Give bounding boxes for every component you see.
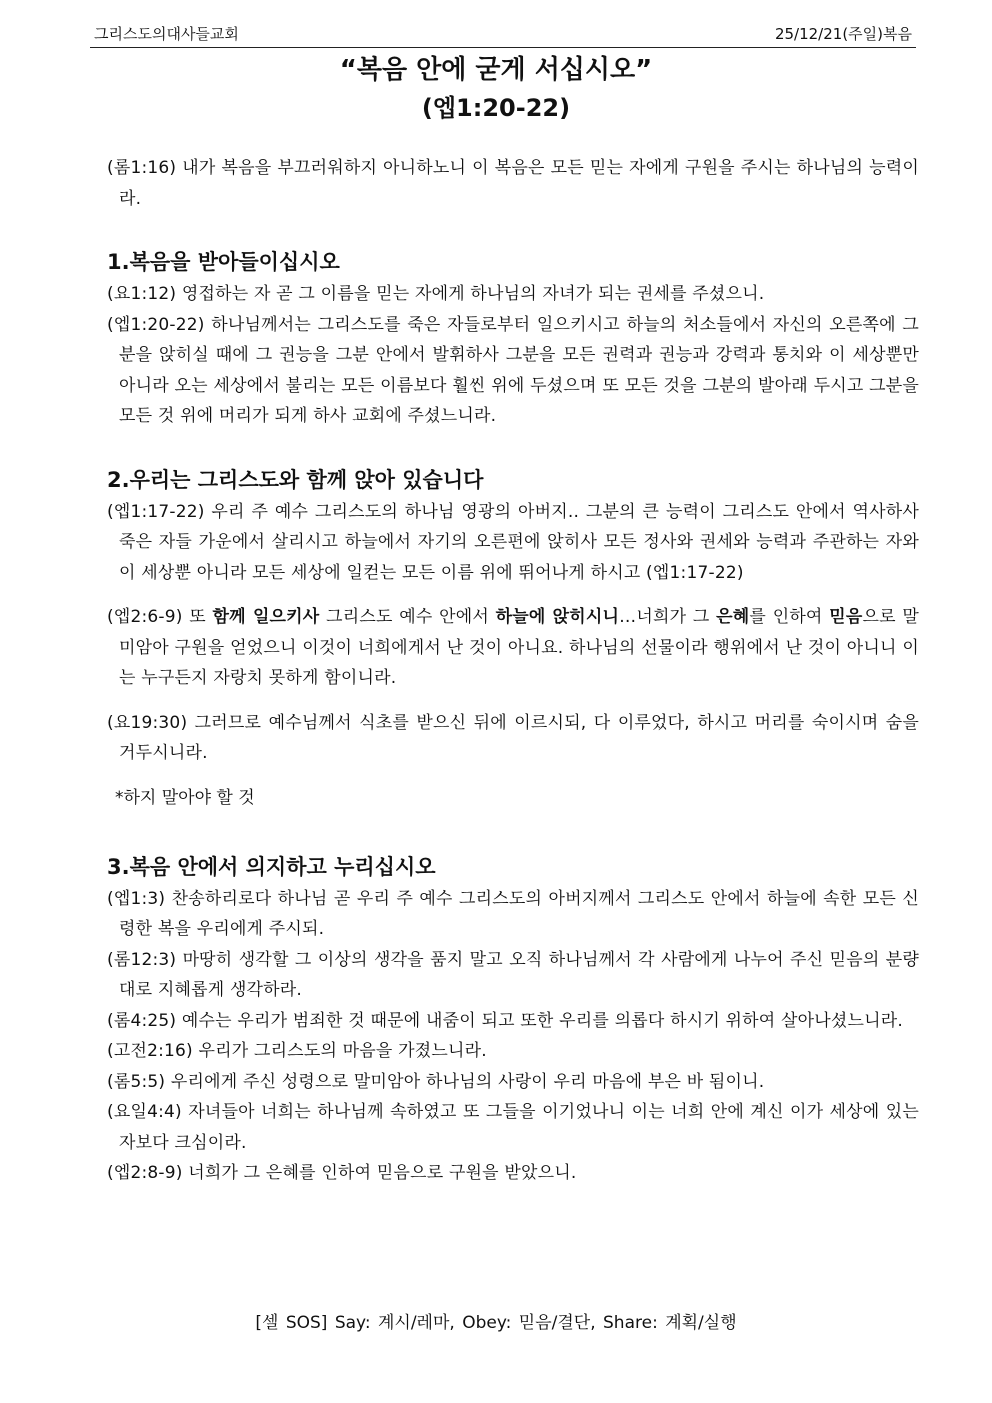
verse-ref: (엡1:17-22) <box>107 501 205 522</box>
verse <box>107 945 919 1006</box>
verse <box>107 884 919 945</box>
section-heading-1: 1.복음을 받아들이십시오 <box>107 250 340 274</box>
verse-ref: (요일4:4) <box>107 1102 182 1122</box>
verse <box>107 1158 919 1189</box>
verse <box>107 708 919 769</box>
verse-text-part: 으로 말미암아 구원을 얻었으니 이것이 너희에게서 난 것이 아니요. 하나님의 선물이라 행위에서 난 것이 아니니 이는 누구든지 자랑치 못하게 함이니라. <box>119 607 919 688</box>
verse-emphasis: 함께 일으키사 <box>212 607 320 627</box>
verse <box>107 497 919 589</box>
church-name: 그리스도의대사들교회 <box>94 25 239 43</box>
verse-ref: (엡2:6-9) <box>107 607 183 627</box>
verse <box>107 602 919 694</box>
verse <box>107 1006 919 1037</box>
cell-sos-footer: [셀 SOS] Say: 계시/레마, Obey: 믿음/결단, Share: 계획/실행 <box>255 1313 737 1333</box>
verse-ref: (롬4:25) <box>107 1010 177 1031</box>
verse-ref: (요1:12) <box>107 284 177 304</box>
verse-ref: (롬1:16) <box>107 158 177 178</box>
page-header <box>90 20 916 48</box>
verse <box>107 310 919 432</box>
verse-text: 찬송하리로다 하나님 곧 우리 주 예수 그리스도의 아버지께서 그리스도 안에서 하늘에 속한 모든 신령한 복을 우리에게 주시되. <box>119 888 919 939</box>
sermon-date: 25/12/21(주일)복음 <box>774 25 912 43</box>
verse-ref: (롬5:5) <box>107 1071 166 1092</box>
verse-emphasis: 믿음 <box>829 607 863 627</box>
verse-text-part: …너희가 그 <box>619 607 717 627</box>
note: *하지 말아야 할 것 <box>115 787 255 808</box>
verse-text: 내가 복음을 부끄러워하지 아니하노니 이 복음은 모든 믿는 자에게 구원을 주시는 하나님의 능력이라. <box>119 158 919 209</box>
intro-verse <box>107 153 919 214</box>
verse-ref: (롬12:3) <box>107 949 177 970</box>
verse-text-part: 그리스도 예수 안에서 <box>319 607 496 627</box>
verse-text: 그러므로 예수님께서 식초를 받으신 뒤에 이르시되, 다 이루었다, 하시고 머리를 숙이시며 숨을 거두시니라. <box>119 712 919 763</box>
verse-emphasis: 하늘에 앉히시니 <box>495 607 620 627</box>
verse-text: 우리 주 예수 그리스도의 하나님 영광의 아버지.. 그분의 큰 능력이 그리스도 안에서 역사하사 죽은 자들 가운에서 살리시고 하늘에서 자기의 오른편에 앉히사 모든 정사와 권세와 능력과 주관하는 자와 이 세상뿐 아니라 모든 세상에 일컫는 모든 이름 위에 뛰어나게 하시고 (엡1:17-22) <box>119 501 919 583</box>
verse-text: 마땅히 생각할 그 이상의 생각을 품지 말고 오직 하나님께서 각 사람에게 나누어 주신 믿음의 분량대로 지혜롭게 생각하라. <box>119 949 919 1000</box>
verse-text: 너희가 그 은혜를 인하여 믿음으로 구원을 받았으니. <box>182 1163 577 1183</box>
verse-text-part: 를 인하여 <box>749 607 830 627</box>
verse-text: 영접하는 자 곧 그 이름을 믿는 자에게 하나님의 자녀가 되는 권세를 주셨으니. <box>176 284 765 304</box>
verse <box>107 279 919 310</box>
section-heading-2: 2.우리는 그리스도와 함께 앉아 있습니다 <box>107 467 484 492</box>
verse-text: 자녀들아 너희는 하나님께 속하였고 또 그들을 이기었나니 이는 너희 안에 계신 이가 세상에 있는 자보다 크심이라. <box>119 1102 919 1153</box>
verse-text: 우리에게 주신 성령으로 말미암아 하나님의 사랑이 우리 마음에 부은 바 됨이니. <box>165 1071 765 1092</box>
verse-ref: (엡1:3) <box>107 888 166 909</box>
verse-text: 하나님께서는 그리스도를 죽은 자들로부터 일으키시고 하늘의 처소들에서 자신의 오른쪽에 그분을 앉히실 때에 그 권능을 그분 안에서 발휘하사 그분을 모든 권력과 권능과 강력과 통치와 이 세상뿐만 아니라 오는 세상에서 불리는 모든 이름보다 훨씬 위에 두셨으며 또 모든 것을 그분의 발아래 두시고 그분을 모든 것 위에 머리가 되게 하사 교회에 주셨느니라. <box>119 314 919 426</box>
verse-text: 우리가 그리스도의 마음을 가졌느니라. <box>192 1041 487 1061</box>
verse-text-part: 또 <box>182 607 213 627</box>
verse-ref: (엡2:8-9) <box>107 1163 183 1183</box>
verse <box>107 1036 919 1067</box>
verse-ref: (엡1:20-22) <box>107 314 205 335</box>
verse-text: 예수는 우리가 범죄한 것 때문에 내줌이 되고 또한 우리를 의롭다 하시기 위하여 살아나셨느니라. <box>176 1010 903 1031</box>
sermon-title: “복음 안에 굳게 서십시오” <box>339 55 653 85</box>
verse-ref: (고전2:16) <box>107 1041 193 1061</box>
sermon-body <box>107 153 919 1189</box>
sermon-scripture: (엡1:20-22) <box>421 94 571 122</box>
verse <box>107 1067 919 1098</box>
verse <box>107 1097 919 1158</box>
section-heading-3: 3.복음 안에서 의지하고 누리십시오 <box>107 854 436 879</box>
verse-emphasis: 은혜 <box>716 607 750 627</box>
verse-ref: (요19:30) <box>107 712 188 733</box>
